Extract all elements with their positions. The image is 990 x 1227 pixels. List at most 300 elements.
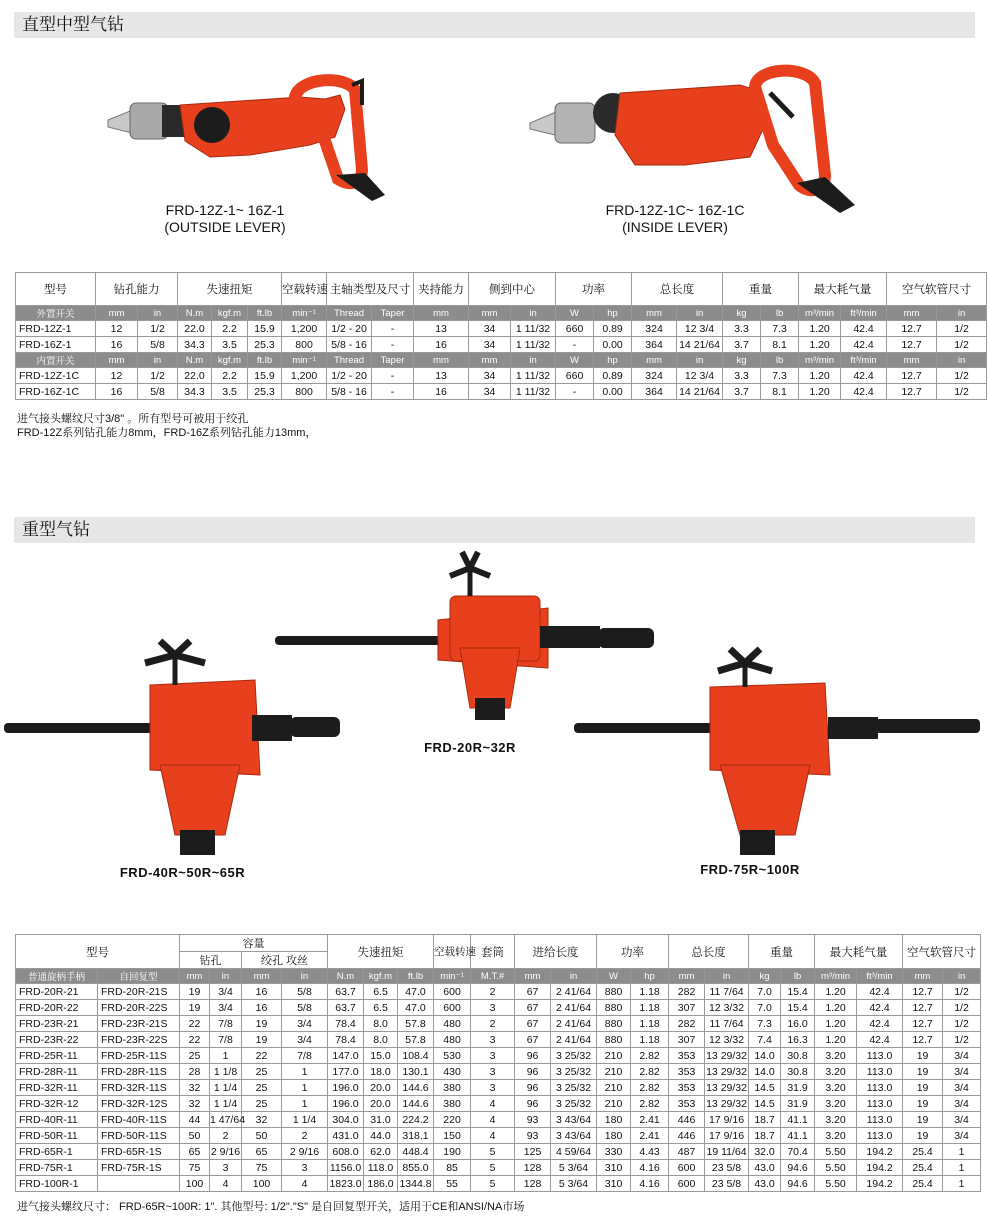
value-cell: 1344.8 (399, 1177, 432, 1190)
value-cell: 19 (242, 1016, 282, 1032)
unit-cell: mm (632, 353, 677, 368)
value-cell: 22 (180, 1032, 210, 1048)
value-cell: 3 43/64 (551, 1128, 597, 1144)
value-cell: 12.7 (903, 1000, 943, 1016)
value-cell: 15.4 (781, 984, 815, 1000)
value-cell: 307 (669, 1032, 705, 1048)
value-cell: 2.82 (631, 1080, 669, 1096)
value-cell: 3/4 (943, 1064, 981, 1080)
unit-cell: ft³/min (857, 969, 903, 984)
model-cell: FRD-100R-1 (16, 1176, 98, 1192)
value-cell: FRD-25R-11S (98, 1048, 180, 1064)
unit-cell: mm (903, 969, 943, 984)
value-cell: 1/2 (943, 1016, 981, 1032)
unit-cell: mm (515, 969, 551, 984)
value-cell: 42.4 (857, 1000, 903, 1016)
value-cell: 19 (903, 1096, 943, 1112)
value-cell: 93 (515, 1128, 551, 1144)
value-cell: 14 21/64 (677, 337, 723, 353)
value-cell: 1,200 (282, 321, 327, 337)
value-cell: 15.0 (364, 1048, 398, 1064)
value-cell: 1 1/4 (210, 1080, 242, 1096)
value-cell: 1/2 (937, 321, 987, 337)
value-cell: 13 29/32 (706, 1097, 747, 1110)
value-cell: 1 47/64 (210, 1113, 246, 1126)
unit-cell: mm (96, 353, 138, 368)
unit-cell: kgf.m (212, 306, 248, 321)
value-cell: 32 (242, 1112, 282, 1128)
value-cell: 3 (471, 1080, 515, 1096)
value-cell: 1 1/4 (210, 1096, 242, 1112)
value-cell: 25.4 (903, 1176, 943, 1192)
unit-cell: lb (761, 306, 799, 321)
value-cell: 31.9 (781, 1096, 815, 1112)
header2-sleeve: 套筒 (471, 935, 515, 969)
value-cell: 31.9 (781, 1080, 815, 1096)
value-cell: 43.0 (749, 1176, 781, 1192)
header-hose-size: 空气软管尺寸 (887, 273, 987, 306)
value-cell: 43.0 (749, 1160, 781, 1176)
value-cell: 14 21/64 (677, 384, 723, 400)
value-cell: 5 3/64 (551, 1176, 597, 1192)
value-cell: 8.0 (364, 1032, 398, 1048)
value-cell: 1.20 (815, 1000, 857, 1016)
unit-cell: mm (887, 306, 937, 321)
value-cell: 660 (556, 321, 594, 337)
value-cell: 3.7 (723, 337, 761, 353)
value-cell: 1.18 (631, 1032, 669, 1048)
value-cell: 1/2 (943, 984, 981, 1000)
table-row (16, 321, 987, 337)
value-cell: FRD-75R-1S (98, 1160, 180, 1176)
value-cell: 800 (282, 337, 327, 353)
value-cell: 96 (515, 1080, 551, 1096)
value-cell: FRD-40R-11S (98, 1112, 180, 1128)
value-cell: 25.3 (248, 337, 282, 353)
value-cell: 94.6 (781, 1160, 815, 1176)
value-cell: 19 (180, 1000, 210, 1016)
value-cell: 128 (515, 1160, 551, 1176)
value-cell: - (372, 337, 414, 353)
value-cell: 487 (669, 1144, 705, 1160)
value-cell: 1.18 (631, 1016, 669, 1032)
value-cell: 3.3 (723, 368, 761, 384)
value-cell: 70.4 (781, 1144, 815, 1160)
value-cell: 20.0 (364, 1096, 398, 1112)
value-cell: 34.3 (178, 384, 212, 400)
unit-cell: in (138, 353, 178, 368)
header-weight: 重量 (723, 273, 799, 306)
value-cell: 8.1 (761, 384, 799, 400)
value-cell: 4 (210, 1176, 242, 1192)
value-cell: 30.8 (781, 1048, 815, 1064)
unit-cell: in (210, 969, 242, 984)
value-cell: 11 7/64 (705, 1016, 749, 1032)
value-cell: FRD-32R-12S (98, 1096, 180, 1112)
value-cell: 210 (597, 1080, 631, 1096)
value-cell: 22.0 (178, 368, 212, 384)
value-cell: 1/2 (937, 384, 987, 400)
model-cell: FRD-75R-1 (16, 1160, 98, 1176)
value-cell: FRD-23R-21S (98, 1016, 180, 1032)
header2-model: 型号 (16, 935, 180, 969)
value-cell: 5 3/64 (551, 1160, 597, 1176)
value-cell: 16 (414, 384, 469, 400)
unit-cell: min⁻¹ (282, 306, 327, 321)
value-cell: 3.3 (723, 321, 761, 337)
value-cell: 19 (903, 1064, 943, 1080)
value-cell: 25 (242, 1080, 282, 1096)
unit-cell: ft.lb (248, 306, 282, 321)
value-cell: 330 (597, 1144, 631, 1160)
unit-cell: W (556, 353, 594, 368)
model-cell: FRD-20R-22 (16, 1000, 98, 1016)
value-cell: 42.4 (857, 1032, 903, 1048)
value-cell: 19 (903, 1112, 943, 1128)
value-cell: 19 (903, 1048, 943, 1064)
unit-cell: in (705, 969, 749, 984)
value-cell: 600 (434, 1000, 471, 1016)
value-cell: 2.82 (631, 1096, 669, 1112)
value-cell: 18.0 (364, 1064, 398, 1080)
value-cell: 3/4 (943, 1112, 981, 1128)
value-cell: 1 1/8 (210, 1064, 242, 1080)
value-cell: 19 (903, 1128, 943, 1144)
model-cell: FRD-23R-21 (16, 1016, 98, 1032)
value-cell: 57.8 (398, 1016, 434, 1032)
value-cell: 1 (282, 1080, 328, 1096)
value-cell: 1/2 (943, 1032, 981, 1048)
value-cell: 16 (414, 337, 469, 353)
value-cell: 880 (597, 1016, 631, 1032)
value-cell: 180 (597, 1112, 631, 1128)
unit-cell: lb (781, 969, 815, 984)
value-cell: 75 (180, 1160, 210, 1176)
value-cell: 42.4 (841, 337, 887, 353)
value-cell: 3 43/64 (551, 1112, 597, 1128)
value-cell: 2 41/64 (551, 1016, 597, 1032)
value-cell: 1,200 (282, 368, 327, 384)
value-cell: 2.2 (212, 368, 248, 384)
header-stall-torque: 失速扭矩 (178, 273, 282, 306)
value-cell: FRD-65R-1S (98, 1144, 180, 1160)
value-cell: 3 25/32 (551, 1080, 597, 1096)
header2-power: 功率 (597, 935, 669, 969)
value-cell: 196.0 (328, 1080, 364, 1096)
value-cell: 448.4 (398, 1144, 434, 1160)
caption-40r-65r: FRD-40R~50R~65R (119, 865, 246, 880)
group-label-outside: 外置开关 (16, 306, 96, 321)
unit-cell: mm (887, 353, 937, 368)
value-cell: 3 (471, 1064, 515, 1080)
value-cell: 96 (515, 1096, 551, 1112)
value-cell: 22.0 (178, 321, 212, 337)
value-cell: 12 (96, 321, 138, 337)
value-cell: 12 3/32 (705, 1000, 749, 1016)
caption-outside-lever-type: (OUTSIDE LEVER) (164, 219, 286, 235)
value-cell: 1 11/32 (511, 321, 556, 337)
value-cell: 480 (434, 1032, 471, 1048)
value-cell: - (556, 384, 594, 400)
value-cell: 7.3 (761, 321, 799, 337)
value-cell: 113.0 (857, 1112, 903, 1128)
value-cell: 0.89 (594, 321, 632, 337)
value-cell: 19 (180, 984, 210, 1000)
value-cell: FRD-23R-22S (98, 1032, 180, 1048)
header2-length: 总长度 (669, 935, 749, 969)
drill-inside-lever-image (525, 65, 865, 215)
value-cell: 220 (434, 1112, 471, 1128)
table-row (16, 1064, 981, 1080)
value-cell: - (372, 368, 414, 384)
unit-cell: in (937, 306, 987, 321)
value-cell: 5 (471, 1160, 515, 1176)
value-cell: 16.3 (781, 1032, 815, 1048)
heavy-drill-spec-table (15, 934, 981, 1192)
value-cell: 47.0 (398, 984, 434, 1000)
value-cell: 13 (414, 321, 469, 337)
unit-cell: ft³/min (841, 353, 887, 368)
value-cell: 310 (597, 1176, 631, 1192)
model-cell: FRD-12Z-1C (16, 368, 96, 384)
value-cell: 13 (414, 368, 469, 384)
unit-cell: min⁻¹ (434, 969, 471, 984)
value-cell: 34.3 (178, 337, 212, 353)
unit-cell: ft³/min (841, 306, 887, 321)
header2-ream: 绞孔 攻丝 (242, 952, 328, 969)
header-power: 功率 (556, 273, 632, 306)
value-cell: 1823.0 (329, 1177, 362, 1190)
value-cell: 75 (242, 1160, 282, 1176)
value-cell: FRD-50R-11S (98, 1128, 180, 1144)
value-cell: 1.20 (799, 384, 841, 400)
value-cell: 3 25/32 (551, 1064, 597, 1080)
value-cell: 2.41 (631, 1128, 669, 1144)
value-cell: 1.18 (631, 1000, 669, 1016)
value-cell: 1 1/4 (282, 1112, 328, 1128)
unit-cell: ft.lb (398, 969, 434, 984)
value-cell: 113.0 (857, 1096, 903, 1112)
value-cell: 1.20 (815, 1032, 857, 1048)
model-cell: FRD-16Z-1 (16, 337, 96, 353)
value-cell: 5.50 (815, 1160, 857, 1176)
value-cell: 78.4 (328, 1016, 364, 1032)
drill-outside-lever-image (100, 75, 390, 205)
unit-cell: Taper (372, 306, 414, 321)
unit-cell: mm (669, 969, 705, 984)
value-cell: 1.20 (799, 368, 841, 384)
value-cell: 4 (282, 1176, 328, 1192)
value-cell: 2 41/64 (551, 1032, 597, 1048)
table-row (16, 337, 987, 353)
value-cell: 194.2 (857, 1144, 903, 1160)
value-cell: 34 (469, 368, 511, 384)
value-cell: 1.20 (799, 321, 841, 337)
value-cell: 1 (943, 1176, 981, 1192)
unit-cell: N.m (178, 353, 212, 368)
value-cell: 96 (515, 1048, 551, 1064)
value-cell: 353 (669, 1064, 705, 1080)
value-cell: 13 29/32 (706, 1049, 747, 1062)
unit-cell: m³/min (799, 306, 841, 321)
table-row (16, 984, 981, 1000)
value-cell: 3/4 (210, 1000, 242, 1016)
value-cell: 3/4 (943, 1048, 981, 1064)
value-cell: 32 (180, 1080, 210, 1096)
value-cell: 12 3/4 (677, 368, 723, 384)
unit-cell: m³/min (799, 353, 841, 368)
header2-capacity: 容量 (180, 935, 328, 952)
value-cell: 4 (471, 1128, 515, 1144)
value-cell: 2 41/64 (551, 984, 597, 1000)
unit-cell: 自回复型 (98, 969, 180, 984)
table-row (16, 1048, 981, 1064)
header-length: 总长度 (632, 273, 723, 306)
value-cell: 14.0 (749, 1048, 781, 1064)
header2-hose: 空气软管尺寸 (903, 935, 981, 969)
value-cell: 1 (282, 1064, 328, 1080)
value-cell: 67 (515, 1032, 551, 1048)
value-cell: 7.4 (749, 1032, 781, 1048)
value-cell: 113.0 (857, 1048, 903, 1064)
value-cell: 57.8 (398, 1032, 434, 1048)
value-cell: 2 9/16 (282, 1144, 328, 1160)
header2-torque: 失速扭矩 (328, 935, 434, 969)
value-cell: 2 41/64 (551, 1000, 597, 1016)
value-cell: 3 (282, 1160, 328, 1176)
value-cell: 12.7 (887, 368, 937, 384)
value-cell: 63.7 (328, 1000, 364, 1016)
model-cell: FRD-23R-22 (16, 1032, 98, 1048)
model-cell: FRD-50R-11 (16, 1128, 98, 1144)
unit-cell: mm (632, 306, 677, 321)
value-cell: 94.6 (781, 1176, 815, 1192)
caption-inside-lever-type: (INSIDE LEVER) (622, 219, 728, 235)
value-cell: 3/4 (943, 1080, 981, 1096)
value-cell: 130.1 (398, 1064, 434, 1080)
value-cell: 880 (597, 1032, 631, 1048)
value-cell: 78.4 (328, 1032, 364, 1048)
value-cell: 194.2 (857, 1176, 903, 1192)
value-cell: 210 (597, 1064, 631, 1080)
value-cell: 0.00 (594, 384, 632, 400)
unit-cell: mm (96, 306, 138, 321)
value-cell: 7/8 (282, 1048, 328, 1064)
value-cell: 430 (434, 1064, 471, 1080)
value-cell: 42.4 (857, 1016, 903, 1032)
header2-weight: 重量 (749, 935, 815, 969)
value-cell: 3 25/32 (551, 1096, 597, 1112)
unit-cell: in (943, 969, 981, 984)
model-cell: FRD-40R-11 (16, 1112, 98, 1128)
value-cell: 20.0 (364, 1080, 398, 1096)
value-cell: 63.7 (328, 984, 364, 1000)
value-cell: 5/8 (138, 384, 178, 400)
value-cell: 3.20 (815, 1048, 857, 1064)
value-cell: 41.1 (781, 1128, 815, 1144)
value-cell: FRD-20R-21S (98, 984, 180, 1000)
table-row (16, 1128, 981, 1144)
value-cell: 100 (242, 1176, 282, 1192)
value-cell: 5 (471, 1144, 515, 1160)
value-cell: 3.5 (212, 337, 248, 353)
table-row (16, 1000, 981, 1016)
group-label-inside: 内置开关 (16, 353, 96, 368)
unit-cell: kg (723, 306, 761, 321)
value-cell (98, 1176, 180, 1192)
value-cell: 353 (669, 1048, 705, 1064)
unit-cell: kg (749, 969, 781, 984)
value-cell: 1 (943, 1160, 981, 1176)
value-cell: 4 (471, 1096, 515, 1112)
value-cell: 113.0 (857, 1128, 903, 1144)
value-cell: 600 (434, 984, 471, 1000)
section-title-heavy-drill: 重型气钻 (14, 517, 975, 543)
value-cell: 0.89 (594, 368, 632, 384)
value-cell: 1 (210, 1048, 242, 1064)
value-cell: 25.4 (903, 1144, 943, 1160)
value-cell: 12.7 (903, 1032, 943, 1048)
value-cell: 32 (180, 1096, 210, 1112)
value-cell: - (556, 337, 594, 353)
value-cell: 125 (515, 1144, 551, 1160)
value-cell: 14.0 (749, 1064, 781, 1080)
value-cell: 2.41 (631, 1112, 669, 1128)
value-cell: 380 (434, 1080, 471, 1096)
unit-cell: N.m (328, 969, 364, 984)
value-cell: 800 (282, 384, 327, 400)
value-cell: 17 9/16 (705, 1112, 749, 1128)
value-cell: 353 (669, 1096, 705, 1112)
value-cell: 25.3 (248, 384, 282, 400)
value-cell: 282 (669, 984, 705, 1000)
value-cell: 41.1 (781, 1112, 815, 1128)
value-cell: 13 29/32 (706, 1081, 747, 1094)
value-cell: 25 (242, 1064, 282, 1080)
straight-drill-spec-table (15, 272, 987, 400)
value-cell: 194.2 (857, 1160, 903, 1176)
unit-cell: 普通旋柄手柄 (16, 969, 98, 984)
value-cell: 186.0 (364, 1176, 398, 1192)
value-cell: 22 (242, 1048, 282, 1064)
value-cell: 113.0 (857, 1080, 903, 1096)
unit-cell: in (677, 353, 723, 368)
unit-cell: Thread (327, 306, 372, 321)
value-cell: 190 (434, 1144, 471, 1160)
value-cell: 12 3/32 (705, 1032, 749, 1048)
value-cell: 15.9 (248, 368, 282, 384)
value-cell: 3/4 (282, 1016, 328, 1032)
value-cell: 128 (515, 1176, 551, 1192)
value-cell: 16 (242, 984, 282, 1000)
value-cell: 23 5/8 (705, 1160, 749, 1176)
value-cell: 608.0 (328, 1144, 364, 1160)
value-cell: 6.5 (364, 1000, 398, 1016)
value-cell: - (372, 384, 414, 400)
value-cell: 1/2 (937, 337, 987, 353)
model-cell: FRD-25R-11 (16, 1048, 98, 1064)
value-cell: 5 (471, 1176, 515, 1192)
value-cell: 25 (242, 1096, 282, 1112)
value-cell: 1.18 (631, 984, 669, 1000)
value-cell: 1/2 - 20 (327, 321, 372, 337)
value-cell: 5/8 (138, 337, 178, 353)
value-cell: 1 (943, 1144, 981, 1160)
value-cell: 8.1 (761, 337, 799, 353)
header2-air: 最大耗气量 (815, 935, 903, 969)
value-cell: 7.3 (749, 1016, 781, 1032)
unit-cell: kgf.m (212, 353, 248, 368)
